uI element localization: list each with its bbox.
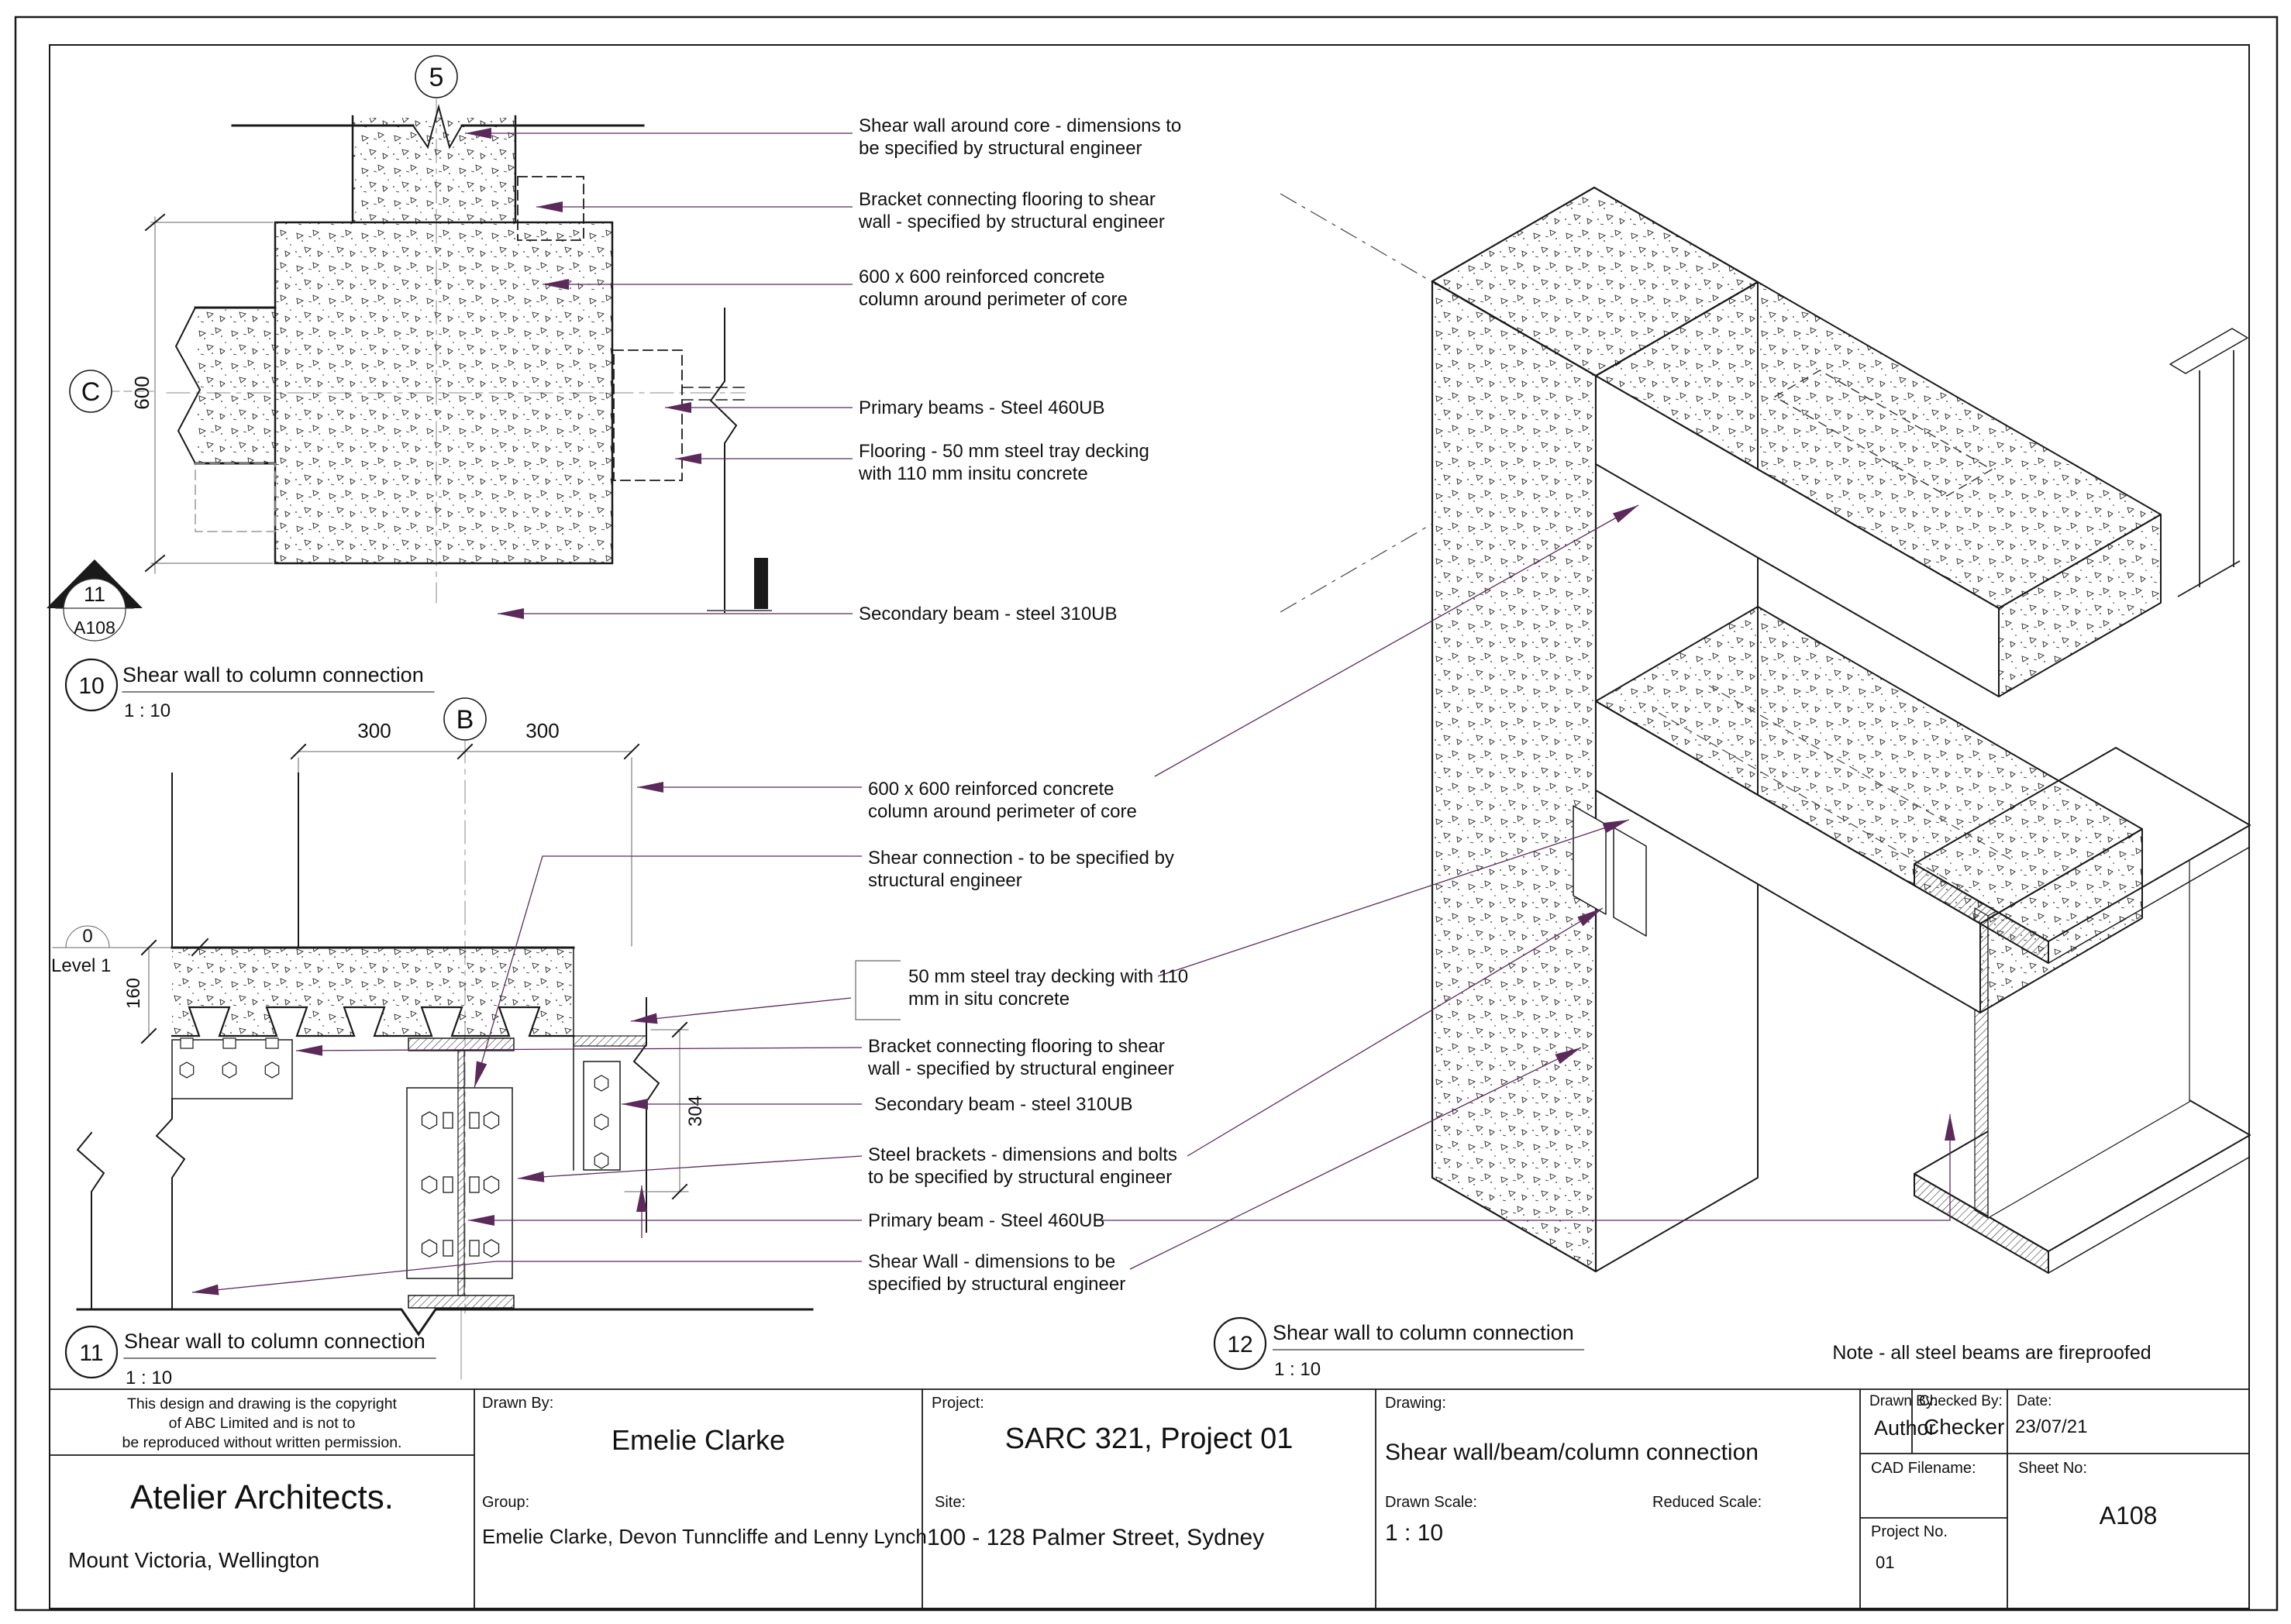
drawn-by-value: Emelie Clarke bbox=[611, 1424, 786, 1456]
drawn-scale-label: Drawn Scale: bbox=[1385, 1494, 1477, 1511]
annotation11-steel-brackets: Steel brackets - dimensions and bolts to be specified by structural engineer bbox=[868, 1144, 1177, 1188]
level-value: 0 bbox=[82, 926, 93, 947]
drawn-by2-value: Author bbox=[1874, 1416, 1936, 1440]
annotation11-shear-connection: Shear connection - to be specified by structural engineer bbox=[868, 848, 1174, 891]
drawn-by-label: Drawn By: bbox=[482, 1395, 554, 1412]
project-label: Project: bbox=[932, 1395, 984, 1412]
annotation11-bracket-flooring: Bracket connecting flooring to shear wall - specified by structural engineer bbox=[868, 1036, 1174, 1079]
level-name: Level 1 bbox=[51, 955, 112, 976]
sheet-no-value: A108 bbox=[2099, 1502, 2158, 1529]
checked-by-value: Checker bbox=[1924, 1415, 2005, 1439]
project-no-value: 01 bbox=[1876, 1553, 1895, 1572]
checked-by-label: Checked By: bbox=[1919, 1393, 2003, 1409]
detail-12-title bbox=[1214, 1318, 1584, 1380]
sheet-no-label: Sheet No: bbox=[2018, 1460, 2087, 1477]
group-value: Emelie Clarke, Devon Tunncliffe and Lenny Lynch bbox=[482, 1525, 927, 1548]
svg-text:5: 5 bbox=[429, 63, 444, 92]
annotation-primary-beams: Primary beams - Steel 460UB bbox=[859, 397, 1105, 418]
svg-text:Shear wall to column connectio: Shear wall to column connection bbox=[122, 663, 424, 686]
section-marker bbox=[47, 559, 143, 641]
svg-text:11: 11 bbox=[83, 583, 106, 606]
section-detail-11 bbox=[51, 698, 812, 1388]
project-no-label: Project No. bbox=[1871, 1523, 1948, 1540]
fireproof-note: Note - all steel beams are fireproofed bbox=[1832, 1342, 2151, 1364]
svg-text:1 : 10: 1 : 10 bbox=[124, 700, 171, 721]
date-value: 23/07/21 bbox=[2015, 1416, 2088, 1437]
annotation-flooring: Flooring - 50 mm steel tray decking with 110 mm insitu concrete bbox=[859, 441, 1149, 484]
copyright-text: This design and drawing is the copyright of ABC Limited and is not to be reproduced without written permission. bbox=[122, 1395, 402, 1451]
annotation-600-column: 600 x 600 reinforced concrete column around perimeter of core bbox=[859, 267, 1128, 310]
annotation11-primary-beam: Primary beam - Steel 460UB bbox=[868, 1210, 1105, 1231]
drawing-value: Shear wall/beam/column connection bbox=[1385, 1440, 1759, 1465]
section-cut-bar bbox=[754, 558, 768, 609]
svg-text:Shear wall to column connectio: Shear wall to column connection bbox=[1273, 1321, 1574, 1344]
dim-160: 160 bbox=[123, 977, 144, 1010]
svg-text:1 : 10: 1 : 10 bbox=[1274, 1359, 1321, 1380]
annotation11-shear-wall: Shear Wall - dimensions to be specified by structural engineer bbox=[868, 1251, 1126, 1295]
svg-text:C: C bbox=[81, 377, 101, 407]
svg-text:B: B bbox=[456, 705, 474, 735]
detail-10-title bbox=[66, 659, 434, 721]
cad-filename-label: CAD Filename: bbox=[1871, 1460, 1976, 1477]
annotation11-tray-decking: 50 mm steel tray decking with 110 mm in situ concrete bbox=[908, 966, 1189, 1010]
dim-304: 304 bbox=[685, 1095, 706, 1127]
date-label: Date: bbox=[2017, 1393, 2052, 1409]
group-label: Group: bbox=[482, 1494, 530, 1511]
annotation11-600-column: 600 x 600 reinforced concrete column around perimeter of core bbox=[868, 779, 1137, 822]
svg-text:10: 10 bbox=[78, 673, 105, 699]
svg-text:11: 11 bbox=[79, 1340, 104, 1366]
drawing-label: Drawing: bbox=[1385, 1395, 1446, 1412]
site-label: Site: bbox=[935, 1494, 966, 1511]
annotation-bracket-flooring: Bracket connecting flooring to shear wall - specified by structural engineer bbox=[859, 189, 1165, 232]
reduced-scale-label: Reduced Scale: bbox=[1652, 1494, 1762, 1511]
annotation11-secondary-beam: Secondary beam - steel 310UB bbox=[874, 1094, 1133, 1115]
dim-300-b: 300 bbox=[525, 719, 560, 742]
plan-detail-10 bbox=[47, 56, 771, 721]
svg-text:A108: A108 bbox=[74, 618, 115, 638]
svg-text:1 : 10: 1 : 10 bbox=[126, 1368, 173, 1388]
svg-text:Shear wall to column connectio: Shear wall to column connection bbox=[124, 1330, 425, 1353]
firm-location: Mount Victoria, Wellington bbox=[68, 1548, 320, 1572]
drawn-scale-value: 1 : 10 bbox=[1385, 1520, 1444, 1546]
iso-detail-12 bbox=[1214, 188, 2250, 1380]
project-value: SARC 321, Project 01 bbox=[1004, 1423, 1294, 1455]
dim-300-a: 300 bbox=[357, 719, 391, 742]
site-value: 100 - 128 Palmer Street, Sydney bbox=[927, 1525, 1265, 1550]
detail-11-title bbox=[66, 1326, 436, 1388]
annotation-shear-wall-core: Shear wall around core - dimensions to be specified by structural engineer bbox=[859, 115, 1182, 159]
drawn-by2-label: Drawn By: bbox=[1869, 1393, 1938, 1409]
annotation-secondary-beam: Secondary beam - steel 310UB bbox=[859, 604, 1118, 624]
dim-600: 600 bbox=[130, 376, 153, 410]
svg-text:12: 12 bbox=[1227, 1332, 1253, 1357]
firm-name: Atelier Architects. bbox=[130, 1478, 394, 1516]
